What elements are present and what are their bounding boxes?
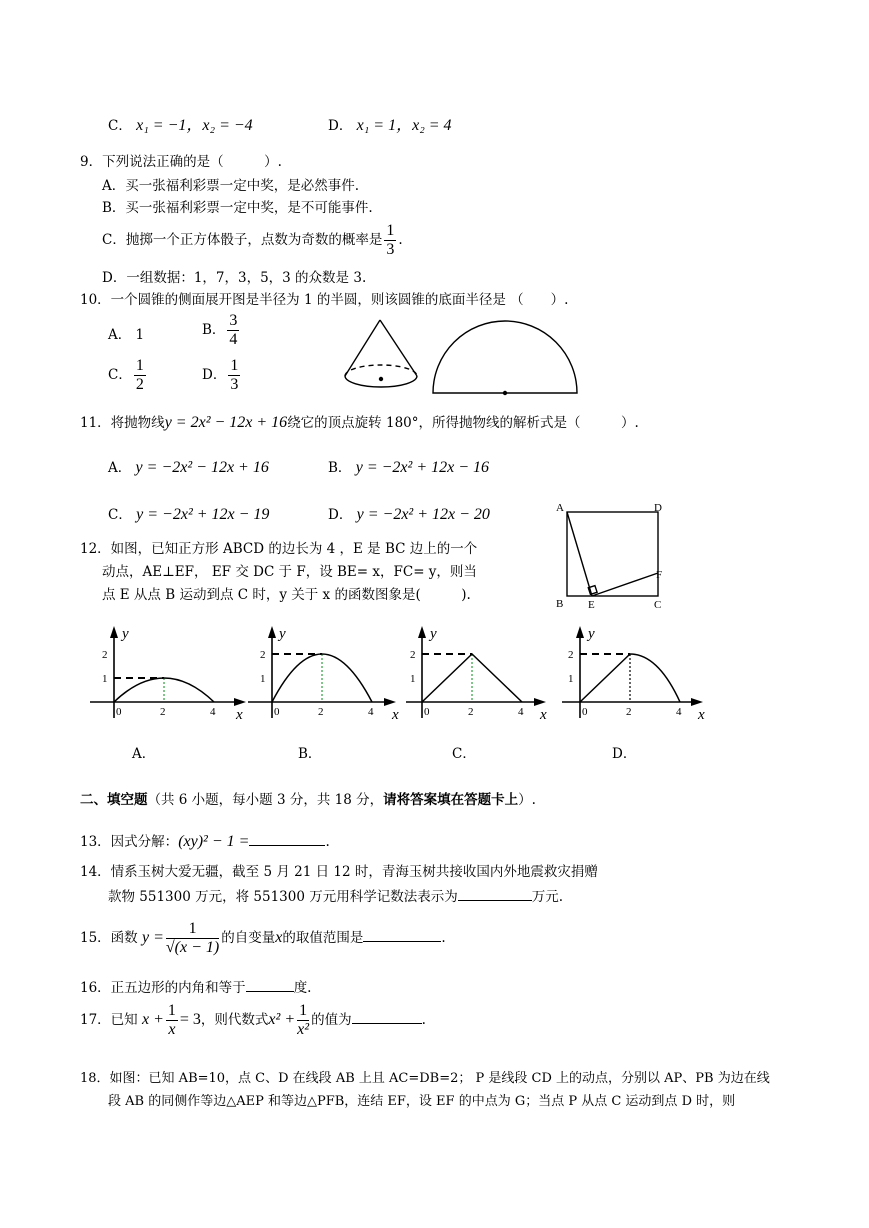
q15-den: √(x − 1) bbox=[165, 939, 220, 956]
graph-b-v2: 2 bbox=[260, 649, 266, 661]
q18-line2: 段 AB 的同侧作等边△AEP 和等边△PFB，连结 EF，设 EF 的中点为 G；当点 P 从点 C 运动到点 D 时，则 bbox=[108, 1094, 736, 1109]
q10-option-c bbox=[108, 357, 148, 394]
q17-expr: x² + bbox=[268, 1011, 296, 1028]
q9-option-d: D．一组数据：1，7，3，5，3 的众数是 3. bbox=[102, 270, 367, 286]
q11-option-d-letter: D． bbox=[328, 507, 353, 523]
graph-c-v1: 1 bbox=[410, 673, 416, 685]
q11-option-d bbox=[328, 506, 490, 524]
q15-lhs: y = bbox=[141, 929, 164, 946]
q16-answer-blank[interactable] bbox=[246, 977, 294, 992]
graph-b-tick2: 2 bbox=[318, 706, 324, 718]
label-e: E bbox=[588, 599, 595, 611]
label-d: D bbox=[654, 502, 662, 514]
graph-a-y: y bbox=[122, 626, 129, 642]
graph-b-y: y bbox=[279, 626, 286, 642]
q12-graphs bbox=[86, 618, 726, 726]
q10-option-c-letter: C． bbox=[108, 367, 132, 383]
q12-line2: 动点，AE⊥EF， EF 交 DC 于 F，设 BE= x，FC= y，则当 bbox=[102, 564, 477, 580]
graph-b-label: B． bbox=[298, 746, 322, 762]
q15 bbox=[80, 920, 446, 957]
q10-option-c-den: 2 bbox=[135, 376, 144, 393]
q10-option-b-frac bbox=[227, 312, 239, 349]
q11-option-b-expr: y = −2x² + 12x − 16 bbox=[355, 459, 490, 476]
q15-var: x bbox=[275, 929, 283, 946]
q17-num2: 1 bbox=[299, 1002, 308, 1019]
graph-c-label: C． bbox=[452, 746, 476, 762]
q9-option-c bbox=[102, 222, 403, 259]
q11-stem-pre: 11．将抛物线 bbox=[80, 415, 165, 431]
q9-option-b: B．买一张福利彩票一定中奖，是不可能事件. bbox=[102, 200, 373, 216]
q17-end: . bbox=[421, 1012, 426, 1028]
q10-option-d-letter: D． bbox=[202, 367, 227, 383]
q8-option-d-letter: D． bbox=[328, 118, 353, 134]
graph-a-tick4: 4 bbox=[210, 706, 216, 718]
q14-line2-post: 万元. bbox=[531, 889, 564, 905]
q11-option-a-letter: A． bbox=[108, 460, 132, 476]
q10-option-b-letter: B． bbox=[202, 322, 226, 338]
semicircle-center-dot bbox=[503, 391, 507, 395]
q15-mid: 的自变量 bbox=[221, 930, 276, 946]
cone-center-dot bbox=[379, 377, 383, 381]
graph-a-v1: 1 bbox=[102, 673, 108, 685]
q15-pre: 15．函数 bbox=[80, 930, 138, 946]
q9-stem: 9．下列说法正确的是（ ）. bbox=[80, 154, 282, 170]
q14-line2-pre: 款物 551300 万元，将 551300 万元用科学记数法表示为 bbox=[108, 889, 458, 905]
q10-option-b bbox=[202, 312, 241, 349]
graph-b-origin: 0 bbox=[274, 706, 280, 718]
q10-stem: 10．一个圆锥的侧面展开图是半径为 1 的半圆，则该圆锥的底面半径是 （ ）. bbox=[80, 292, 569, 308]
q12-line3: 点 E 从点 B 运动到点 C 时，y 关于 x 的函数图象是( ). bbox=[102, 587, 471, 603]
q14-line1: 14．情系玉树大爱无疆，截至 5 月 21 日 12 时，青海玉树共接收国内外地震救灾捐赠 bbox=[80, 864, 598, 880]
q13-answer-blank[interactable] bbox=[249, 831, 325, 846]
q9-option-c-end: . bbox=[398, 232, 403, 248]
q16 bbox=[80, 977, 311, 997]
q13 bbox=[80, 831, 330, 851]
q8-option-d bbox=[328, 117, 452, 135]
q12-line1: 12．如图，已知正方形 ABCD 的边长为 4 ，E 是 BC 边上的一个 bbox=[80, 541, 478, 557]
section-2-end: ）. bbox=[518, 792, 536, 808]
q11-stem-post: 绕它的顶点旋转 180°，所得抛物线的解析式是（ ）. bbox=[287, 415, 639, 431]
graph-d-label: D． bbox=[612, 746, 637, 762]
q8-option-c-text: x₁ = −1，x₂ = −4 bbox=[136, 117, 253, 134]
label-c: C bbox=[654, 599, 662, 611]
q10-option-a: A． 1 bbox=[108, 327, 145, 343]
q8-option-d-text: x₁ = 1，x₂ = 4 bbox=[356, 117, 452, 134]
q11-option-c-expr: y = −2x² + 12x − 19 bbox=[136, 506, 270, 523]
graph-b-v1: 1 bbox=[260, 673, 266, 685]
q17-den: x bbox=[168, 1021, 176, 1038]
q17-mid: ，则代数式 bbox=[200, 1012, 269, 1028]
q16-post: 度. bbox=[293, 980, 312, 996]
graph-d-tick2: 2 bbox=[626, 706, 632, 718]
section-2-prefix: 二、 bbox=[80, 792, 107, 808]
q17-lhs: x + bbox=[141, 1011, 164, 1028]
q10-option-d-den: 3 bbox=[230, 376, 239, 393]
graph-c-tick4: 4 bbox=[518, 706, 524, 718]
q9-option-a: A．买一张福利彩票一定中奖，是必然事件. bbox=[102, 178, 360, 194]
q15-answer-blank[interactable] bbox=[363, 927, 441, 942]
graph-c-tick2: 2 bbox=[468, 706, 474, 718]
q9-fraction-den: 3 bbox=[386, 241, 395, 258]
q15-fraction bbox=[166, 920, 219, 957]
graph-b-tick4: 4 bbox=[368, 706, 374, 718]
label-b: B bbox=[556, 598, 564, 610]
cone-figure bbox=[340, 316, 580, 398]
q13-post: . bbox=[325, 834, 330, 850]
semicircle-shape bbox=[433, 321, 577, 393]
q9-fraction bbox=[384, 222, 396, 259]
q17 bbox=[80, 1002, 426, 1039]
q13-expr: (xy)² − 1 = bbox=[178, 833, 250, 850]
graph-a-x: x bbox=[236, 707, 243, 723]
q17-num: 1 bbox=[167, 1002, 176, 1019]
q10-option-b-den: 4 bbox=[229, 331, 238, 348]
q8-option-c-letter: C． bbox=[108, 118, 132, 134]
graph-a-origin: 0 bbox=[116, 706, 122, 718]
graph-d bbox=[562, 626, 705, 723]
q17-eq: = 3 bbox=[179, 1011, 201, 1028]
q17-fraction-2 bbox=[297, 1002, 309, 1039]
q10-option-c-frac bbox=[134, 357, 146, 394]
q15-end: . bbox=[441, 930, 446, 946]
q11-option-b bbox=[328, 459, 489, 477]
graph-a-label: A． bbox=[132, 746, 156, 762]
square-lines bbox=[567, 512, 658, 596]
section-2-instruction: 请将答案填在答题卡上 bbox=[383, 792, 519, 808]
graph-d-tick4: 4 bbox=[676, 706, 682, 718]
q11-stem bbox=[80, 414, 639, 432]
q10-option-d-frac bbox=[228, 357, 240, 394]
graph-c-origin: 0 bbox=[424, 706, 430, 718]
q10-option-c-num: 1 bbox=[135, 357, 144, 374]
graph-d-y: y bbox=[588, 626, 595, 642]
graph-c-y: y bbox=[430, 626, 437, 642]
graph-a-v2: 2 bbox=[102, 649, 108, 661]
q11-option-b-letter: B． bbox=[328, 460, 352, 476]
q14-line2 bbox=[108, 886, 563, 906]
graph-a-tick2: 2 bbox=[160, 706, 166, 718]
q8-option-c bbox=[108, 117, 253, 135]
q17-post: 的值为 bbox=[311, 1012, 352, 1028]
q15-post: 的取值范围是 bbox=[282, 930, 364, 946]
q10-option-d bbox=[202, 357, 242, 394]
graph-a bbox=[90, 626, 246, 723]
q11-option-c bbox=[108, 506, 269, 524]
graph-d-v1: 1 bbox=[568, 673, 574, 685]
q15-num: 1 bbox=[166, 920, 219, 939]
q11-option-a-expr: y = −2x² − 12x + 16 bbox=[135, 459, 269, 476]
q9-fraction-num: 1 bbox=[386, 222, 395, 239]
q17-pre: 17．已知 bbox=[80, 1012, 138, 1028]
section-2-title: 填空题 bbox=[107, 792, 148, 808]
graph-c-v2: 2 bbox=[410, 649, 416, 661]
q11-expr: y = 2x² − 12x + 16 bbox=[164, 414, 288, 431]
q16-pre: 16．正五边形的内角和等于 bbox=[80, 980, 246, 996]
q17-den2: x² bbox=[297, 1021, 310, 1038]
q10-option-d-num: 1 bbox=[230, 357, 239, 374]
q13-pre: 13．因式分解： bbox=[80, 834, 179, 850]
q17-fraction-1 bbox=[166, 1002, 178, 1039]
square-figure bbox=[552, 498, 672, 612]
section-2-mid: （共 6 小题，每小题 3 分，共 18 分， bbox=[147, 792, 384, 808]
graph-d-v2: 2 bbox=[568, 649, 574, 661]
q11-option-d-expr: y = −2x² + 12x − 20 bbox=[356, 506, 490, 523]
q10-option-b-num: 3 bbox=[229, 312, 238, 329]
graph-d-x: x bbox=[698, 707, 705, 723]
q18-line1: 18．如图：已知 AB=10，点 C、D 在线段 AB 上且 AC=DB=2； P 是线段 CD 上的动点，分别以 AP、PB 为边在线 bbox=[80, 1071, 770, 1086]
graph-d-origin: 0 bbox=[582, 706, 588, 718]
label-f: F bbox=[656, 569, 663, 581]
q14-answer-blank[interactable] bbox=[458, 886, 532, 901]
q9-option-c-text: C．抛掷一个正方体骰子，点数为奇数的概率是 bbox=[102, 232, 383, 248]
q11-option-c-letter: C． bbox=[108, 507, 132, 523]
graph-c-x: x bbox=[540, 707, 547, 723]
graph-c bbox=[406, 626, 547, 723]
q17-answer-blank[interactable] bbox=[352, 1009, 422, 1024]
label-a: A bbox=[556, 502, 564, 514]
q11-option-a bbox=[108, 459, 269, 477]
graph-b bbox=[248, 626, 399, 723]
graph-b-x: x bbox=[392, 707, 399, 723]
section-2-header bbox=[80, 791, 536, 809]
